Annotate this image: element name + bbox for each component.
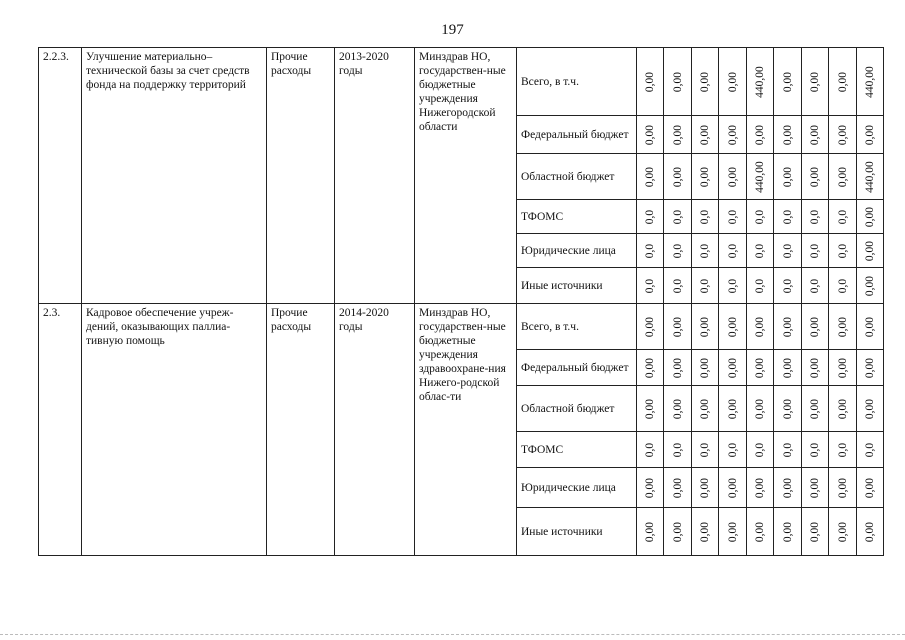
value-text: 0,00 [809,166,821,187]
table-row [39,48,884,116]
value-text: 0,0 [699,209,711,224]
value-cell [664,304,692,350]
value-cell [802,468,829,508]
value-text: 0,00 [754,477,766,498]
value-text: 0,00 [644,124,656,145]
value-cell [719,432,747,468]
value-text: 0,00 [754,316,766,337]
value-text: 440,00 [864,160,876,193]
value-text: 0,00 [754,357,766,378]
value-text: 0,00 [836,166,849,187]
value-text: 0,00 [754,521,766,542]
value-text: 0,00 [644,477,656,498]
value-text: 0,00 [781,71,794,92]
value-cell [857,386,884,432]
value-cell [664,350,692,386]
value-cell [774,304,802,350]
value-cell [719,508,747,556]
value-text: 0,00 [864,477,876,498]
value-cell [664,468,692,508]
value-cell [747,268,774,304]
value-text: 0,00 [781,521,794,542]
value-cell [802,386,829,432]
value-text: 0,0 [809,442,821,457]
value-text: 0,00 [699,316,711,337]
row-executor: Минздрав НО, государствен-ные бюджетные учреждения Нижегородской области [415,48,517,304]
value-cell [802,508,829,556]
table-body [39,48,884,556]
value-cell [747,468,774,508]
value-text: 0,00 [809,71,821,92]
value-text: 0,00 [726,124,739,145]
value-cell [692,304,719,350]
value-text: 0,00 [699,398,711,419]
value-cell [829,468,857,508]
value-cell [637,350,664,386]
value-cell [802,304,829,350]
funding-source-label: ТФОМС [517,200,637,234]
value-text: 0,0 [644,209,656,224]
value-text: 0,00 [726,316,739,337]
budget-table [38,47,884,556]
value-text: 0,00 [699,124,711,145]
value-cell [747,200,774,234]
value-text: 0,0 [836,442,849,457]
funding-source-label: Юридические лица [517,234,637,268]
value-cell [664,48,692,116]
value-text: 0,00 [644,71,656,92]
value-cell [692,116,719,154]
value-cell [774,154,802,200]
value-cell [857,234,884,268]
value-text: 0,00 [699,357,711,378]
value-cell [719,268,747,304]
value-text: 0,00 [809,477,821,498]
row-code: 2.2.3. [39,48,82,304]
value-cell [774,350,802,386]
value-cell [802,200,829,234]
value-cell [774,200,802,234]
funding-source-label: Областной бюджет [517,154,637,200]
row-expense-type: Прочие расходы [267,48,335,304]
value-text: 0,00 [781,124,794,145]
value-cell [747,154,774,200]
value-text: 0,00 [726,521,739,542]
value-text: 0,00 [726,357,739,378]
value-cell [637,304,664,350]
value-cell [829,268,857,304]
value-text: 0,00 [809,316,821,337]
value-text: 0,00 [864,206,876,227]
value-cell [829,234,857,268]
value-text: 0,00 [836,124,849,145]
value-text: 0,00 [864,398,876,419]
value-text: 0,00 [671,71,684,92]
value-cell [857,200,884,234]
value-cell [774,432,802,468]
value-cell [774,508,802,556]
value-cell [664,234,692,268]
value-text: 0,00 [726,477,739,498]
value-cell [774,116,802,154]
value-cell [857,350,884,386]
value-text: 0,0 [671,209,684,224]
value-text: 0,0 [781,278,794,293]
funding-source-label: Иные источники [517,508,637,556]
value-text: 0,0 [754,442,766,457]
value-cell [664,268,692,304]
value-cell [637,48,664,116]
row-name: Улучшение материально–технической базы за счет средств фонда на поддержку территорий [82,48,267,304]
funding-source-label: Федеральный бюджет [517,116,637,154]
value-cell [692,154,719,200]
value-cell [637,432,664,468]
value-cell [829,432,857,468]
value-cell [802,234,829,268]
value-cell [857,48,884,116]
value-cell [802,268,829,304]
value-cell [719,154,747,200]
value-text: 0,0 [699,278,711,293]
value-cell [637,234,664,268]
value-cell [692,508,719,556]
value-cell [692,200,719,234]
value-text: 0,00 [864,521,876,542]
table-row [39,304,884,350]
value-text: 0,00 [864,124,876,145]
value-cell [664,432,692,468]
value-text: 0,0 [809,278,821,293]
value-cell [747,234,774,268]
value-text: 0,00 [754,398,766,419]
value-cell [692,432,719,468]
value-cell [664,386,692,432]
funding-source-label: Всего, в т.ч. [517,48,637,116]
value-cell [802,432,829,468]
value-text: 0,00 [781,477,794,498]
value-text: 0,00 [836,357,849,378]
value-cell [637,386,664,432]
value-text: 0,00 [836,316,849,337]
value-cell [719,116,747,154]
value-cell [774,234,802,268]
value-text: 0,00 [726,398,739,419]
value-text: 440,00 [864,65,876,98]
value-cell [719,350,747,386]
value-cell [637,468,664,508]
value-text: 0,00 [864,240,876,261]
value-text: 0,00 [836,521,849,542]
value-text: 0,00 [726,71,739,92]
value-text: 0,00 [644,166,656,187]
value-text: 0,00 [836,71,849,92]
value-text: 0,00 [754,124,766,145]
row-executor: Минздрав НО, государствен-ные бюджетные учреждения здравоохране-ния Нижего-родской облас-ти [415,304,517,556]
value-cell [747,48,774,116]
value-text: 0,00 [809,521,821,542]
value-cell [802,116,829,154]
value-cell [747,350,774,386]
value-cell [637,154,664,200]
value-text: 0,0 [781,243,794,258]
value-text: 0,0 [671,442,684,457]
funding-source-label: Федеральный бюджет [517,350,637,386]
value-cell [774,386,802,432]
value-text: 0,00 [864,275,876,296]
value-text: 0,00 [809,124,821,145]
value-text: 0,00 [644,316,656,337]
value-text: 0,0 [726,243,739,258]
funding-source-label: Иные источники [517,268,637,304]
row-period: 2013-2020 годы [335,48,415,304]
value-cell [719,200,747,234]
value-text: 0,0 [644,442,656,457]
value-text: 0,0 [754,209,766,224]
value-text: 0,00 [671,477,684,498]
value-cell [747,304,774,350]
value-text: 0,0 [836,243,849,258]
value-cell [857,468,884,508]
value-text: 0,0 [699,243,711,258]
value-text: 0,00 [726,166,739,187]
value-text: 0,00 [809,357,821,378]
value-cell [719,386,747,432]
value-cell [664,200,692,234]
value-cell [664,116,692,154]
value-text: 0,00 [671,124,684,145]
value-cell [637,268,664,304]
value-text: 0,00 [699,71,711,92]
value-text: 0,0 [809,243,821,258]
value-cell [747,116,774,154]
value-text: 440,00 [754,160,766,193]
value-cell [829,200,857,234]
value-cell [637,116,664,154]
value-cell [692,268,719,304]
value-text: 0,0 [809,209,821,224]
value-cell [747,386,774,432]
value-text: 0,0 [671,278,684,293]
value-text: 0,00 [864,357,876,378]
value-cell [857,304,884,350]
value-text: 440,00 [754,65,766,98]
value-text: 0,00 [671,357,684,378]
value-cell [637,508,664,556]
value-cell [747,508,774,556]
row-period: 2014-2020 годы [335,304,415,556]
value-text: 0,0 [644,243,656,258]
value-text: 0,00 [836,398,849,419]
value-cell [829,116,857,154]
value-cell [692,48,719,116]
value-text: 0,00 [699,521,711,542]
value-text: 0,0 [671,243,684,258]
value-cell [857,154,884,200]
value-cell [829,350,857,386]
value-text: 0,00 [781,357,794,378]
value-cell [692,234,719,268]
funding-source-label: Всего, в т.ч. [517,304,637,350]
value-cell [719,468,747,508]
value-text: 0,00 [644,357,656,378]
value-cell [774,468,802,508]
value-text: 0,00 [864,316,876,337]
funding-source-label: Юридические лица [517,468,637,508]
row-name: Кадровое обеспечение учреж-дений, оказывающих паллиа-тивную помощь [82,304,267,556]
value-cell [719,304,747,350]
value-cell [802,48,829,116]
value-cell [829,48,857,116]
value-text: 0,00 [644,521,656,542]
value-text: 0,0 [726,278,739,293]
value-text: 0,0 [781,209,794,224]
value-cell [857,432,884,468]
value-text: 0,0 [836,278,849,293]
value-text: 0,00 [781,398,794,419]
value-cell [692,350,719,386]
value-text: 0,0 [781,442,794,457]
value-cell [692,468,719,508]
value-cell [774,268,802,304]
value-text: 0,0 [726,209,739,224]
value-text: 0,0 [699,442,711,457]
value-text: 0,0 [754,243,766,258]
value-cell [637,200,664,234]
value-cell [747,432,774,468]
value-text: 0,00 [781,166,794,187]
value-cell [664,508,692,556]
value-text: 0,00 [644,398,656,419]
value-cell [857,268,884,304]
value-cell [802,154,829,200]
value-text: 0,00 [781,316,794,337]
value-cell [857,116,884,154]
funding-source-label: ТФОМС [517,432,637,468]
funding-source-label: Областной бюджет [517,386,637,432]
value-cell [719,48,747,116]
value-text: 0,00 [671,521,684,542]
value-cell [829,154,857,200]
value-text: 0,0 [644,278,656,293]
value-text: 0,00 [836,477,849,498]
value-text: 0,00 [809,398,821,419]
value-text: 0,0 [754,278,766,293]
value-text: 0,00 [671,316,684,337]
value-cell [857,508,884,556]
value-cell [829,508,857,556]
value-text: 0,00 [699,477,711,498]
value-cell [664,154,692,200]
value-cell [829,386,857,432]
footer-divider [0,634,905,635]
row-expense-type: Прочие расходы [267,304,335,556]
value-cell [719,234,747,268]
value-cell [802,350,829,386]
row-code: 2.3. [39,304,82,556]
value-text: 0,0 [726,442,739,457]
value-text: 0,0 [836,209,849,224]
value-text: 0,0 [864,442,876,457]
value-text: 0,00 [699,166,711,187]
value-cell [774,48,802,116]
page-number: 197 [441,22,464,38]
value-text: 0,00 [671,166,684,187]
value-text: 0,00 [671,398,684,419]
value-cell [829,304,857,350]
value-cell [692,386,719,432]
